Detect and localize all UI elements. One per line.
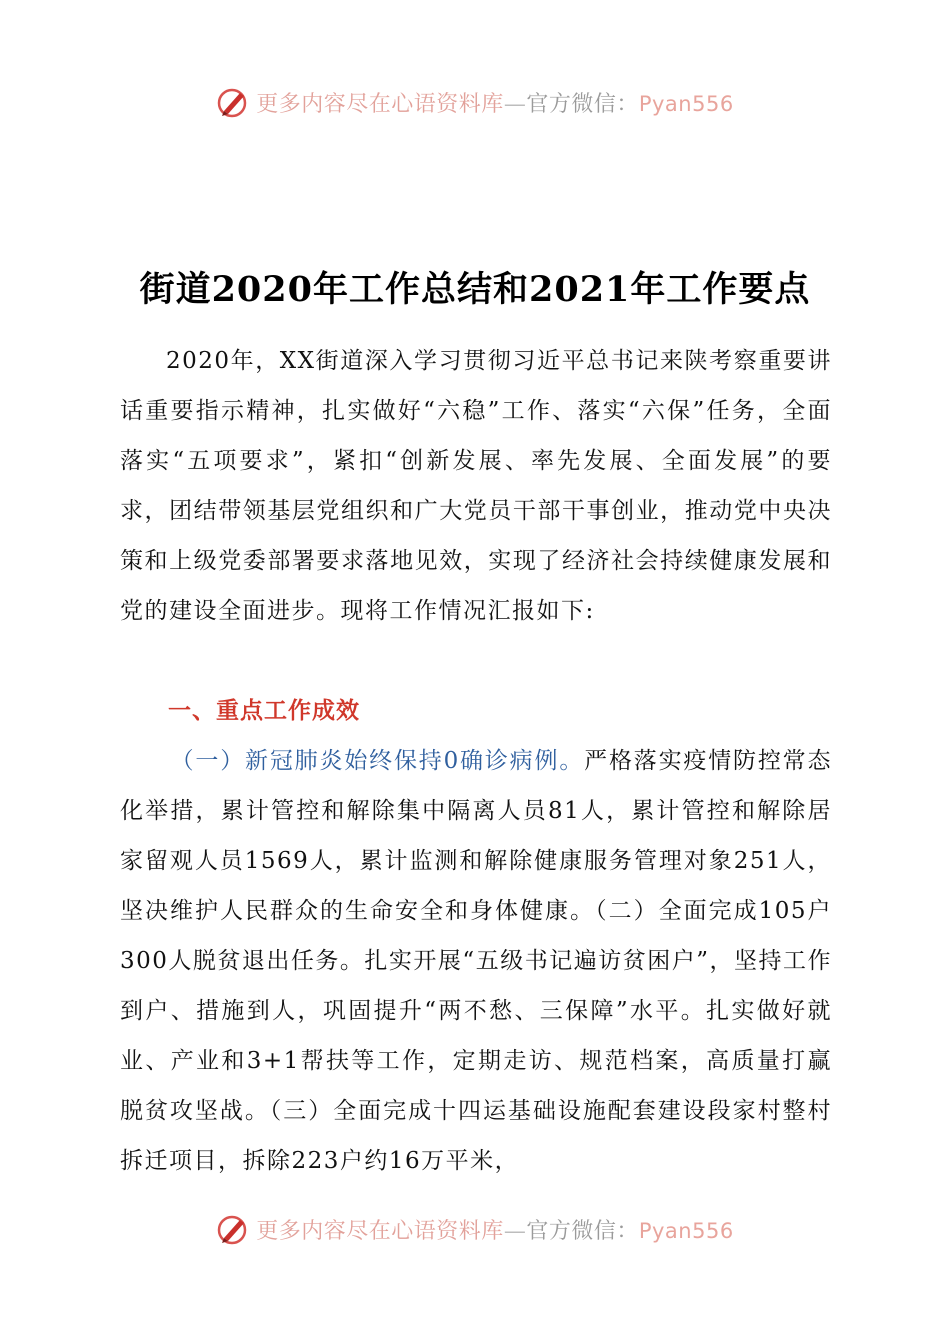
watermark-text xyxy=(256,87,733,118)
intro-paragraph: 2020年，XX街道深入学习贯彻习近平总书记来陕考察重要讲话重要指示精神，扎实做好“六稳”工作、落实“六保”任务，全面落实“五项要求”，紧扣“创新发展、率先发展、全面发展”的要求，团结带领基层党组织和广大党员干部干事创业，推动党中央决策和上级党委部署要求落地见效，实现了经济社会持续健康发展和党的建设全面进步。现将工作情况汇报如下: xyxy=(120,348,832,624)
watermark-banner-top xyxy=(0,80,950,124)
subsection-lead: （一）新冠肺炎始终保持0确诊病例。 xyxy=(170,748,585,774)
watermark-main: 更多内容尽在心语资料库 xyxy=(256,91,504,117)
watermark-dash: — xyxy=(503,91,527,117)
watermark-dash: — xyxy=(503,1218,527,1244)
pen-logo-icon xyxy=(216,1212,250,1246)
watermark-banner-bottom xyxy=(0,1207,950,1251)
watermark-main: 更多内容尽在心语资料库 xyxy=(256,1218,504,1244)
watermark-sub: 官方微信： xyxy=(526,1218,639,1244)
section-body-paragraph xyxy=(120,736,832,1186)
watermark-id: Pyan556 xyxy=(638,1218,734,1243)
section-body-text: 严格落实疫情防控常态化举措，累计管控和解除集中隔离人员81人，累计管控和解除居家留观人员1569人，累计监测和解除健康服务管理对象251人，坚决维护人民群众的生命安全和身体健康。（二）全面完成105户300人脱贫退出任务。扎实开展“五级书记遍访贫困户”，坚持工作到户、措施到人，巩固提升“两不愁、三保障”水平。扎实做好就业、产业和3+1帮扶等工作，定期走访、规范档案，高质量打赢脱贫攻坚战。（三）全面完成十四运基础设施配套建设段家村整村拆迁项目，拆除223户约16万平米， xyxy=(120,748,833,1174)
watermark-sub: 官方微信： xyxy=(526,91,639,117)
watermark-id: Pyan556 xyxy=(638,91,734,116)
pen-logo-icon xyxy=(216,85,250,119)
section-heading: 一、重点工作成效 xyxy=(168,698,360,724)
document-title: 街道2020年工作总结和2021年工作要点 xyxy=(139,269,811,310)
watermark-text xyxy=(256,1214,733,1245)
